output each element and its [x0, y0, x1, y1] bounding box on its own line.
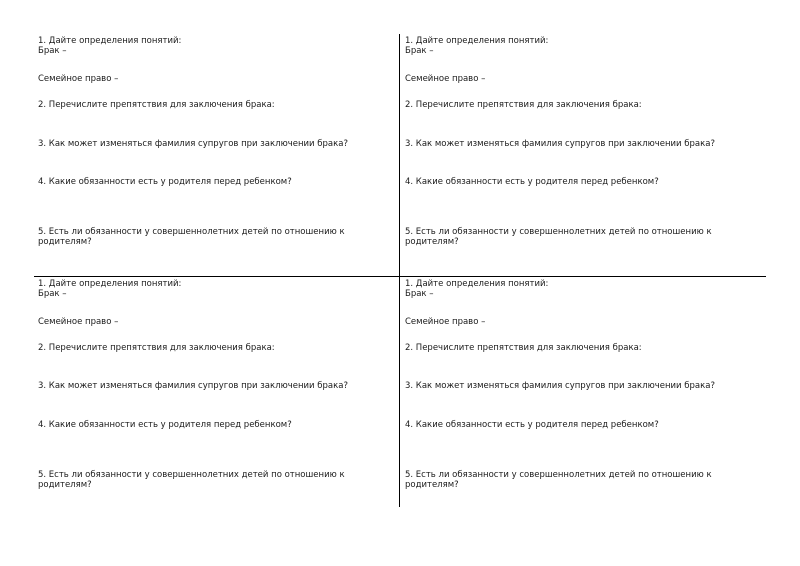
question-4: 4. Какие обязанности есть у родителя перед ребенком? [38, 177, 292, 187]
term-semeinoe-pravo: Семейное право – [38, 74, 119, 84]
question-3: 3. Как может изменяться фамилия супругов при заключении брака? [405, 139, 715, 149]
horizontal-divider [34, 276, 766, 277]
term-semeinoe-pravo: Семейное право – [405, 74, 486, 84]
question-2: 2. Перечислите препятствия для заключения брака: [405, 100, 642, 110]
question-3: 3. Как может изменяться фамилия супругов при заключении брака? [38, 139, 348, 149]
question-1-definitions: 1. Дайте определения понятий: [38, 36, 182, 46]
question-5: 5. Есть ли обязанности у совершеннолетних детей по отношению к родителям? [405, 470, 712, 490]
question-1-definitions: 1. Дайте определения понятий: [38, 279, 182, 289]
question-4: 4. Какие обязанности есть у родителя перед ребенком? [405, 177, 659, 187]
question-5: 5. Есть ли обязанности у совершеннолетних детей по отношению к родителям? [38, 227, 345, 247]
term-semeinoe-pravo: Семейное право – [38, 317, 119, 327]
question-2: 2. Перечислите препятствия для заключения брака: [38, 343, 275, 353]
term-brak: Брак – [405, 289, 434, 299]
question-4: 4. Какие обязанности есть у родителя перед ребенком? [405, 420, 659, 430]
term-semeinoe-pravo: Семейное право – [405, 317, 486, 327]
question-2: 2. Перечислите препятствия для заключения брака: [38, 100, 275, 110]
question-3: 3. Как может изменяться фамилия супругов при заключении брака? [405, 381, 715, 391]
question-5: 5. Есть ли обязанности у совершеннолетних детей по отношению к родителям? [38, 470, 345, 490]
vertical-divider [399, 34, 400, 507]
question-4: 4. Какие обязанности есть у родителя перед ребенком? [38, 420, 292, 430]
question-1-definitions: 1. Дайте определения понятий: [405, 279, 549, 289]
question-2: 2. Перечислите препятствия для заключения брака: [405, 343, 642, 353]
question-3: 3. Как может изменяться фамилия супругов при заключении брака? [38, 381, 348, 391]
term-brak: Брак – [405, 46, 434, 56]
term-brak: Брак – [38, 46, 67, 56]
term-brak: Брак – [38, 289, 67, 299]
question-1-definitions: 1. Дайте определения понятий: [405, 36, 549, 46]
question-5: 5. Есть ли обязанности у совершеннолетних детей по отношению к родителям? [405, 227, 712, 247]
